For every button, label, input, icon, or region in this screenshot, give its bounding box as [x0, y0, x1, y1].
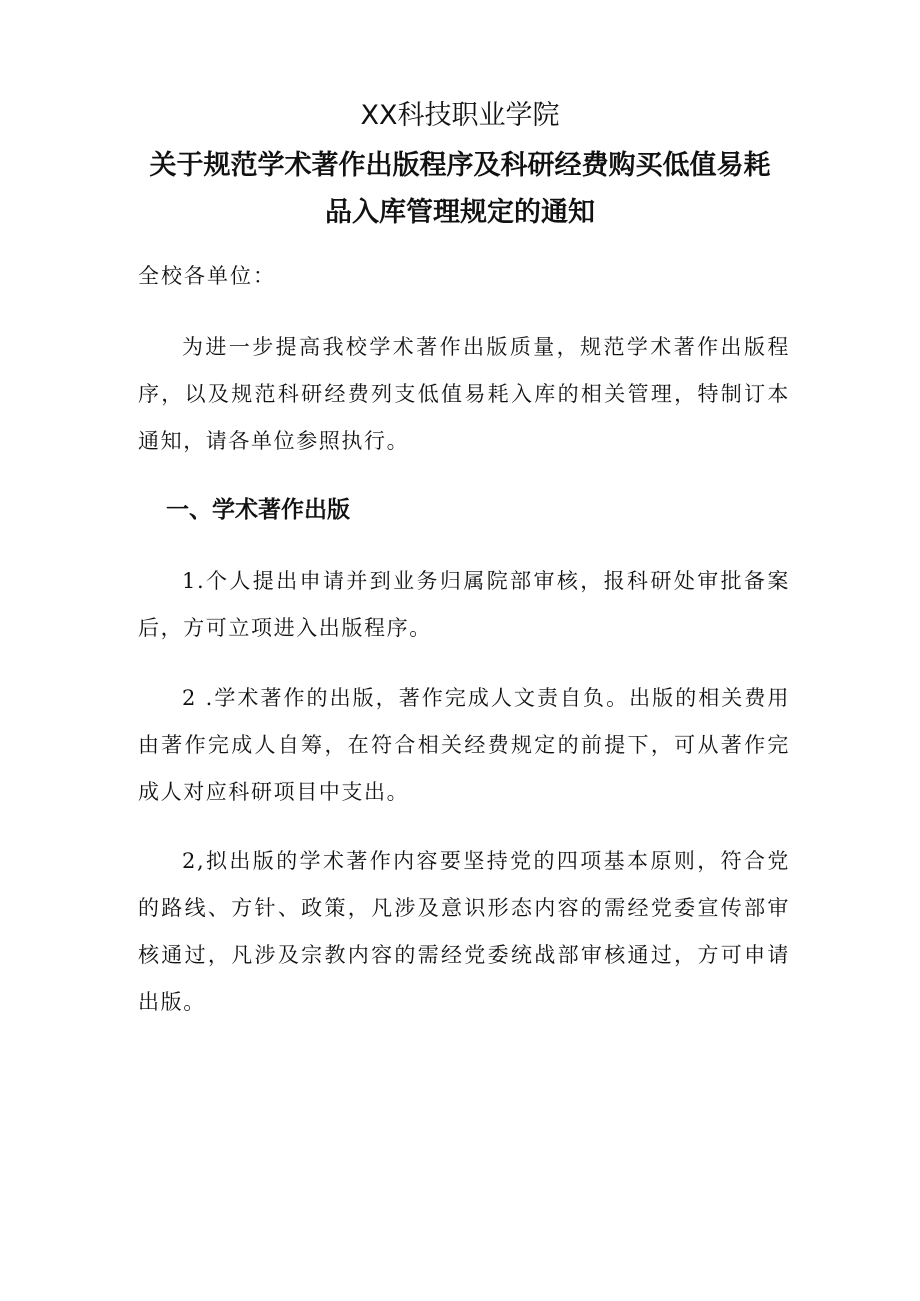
section-item-3: 2,拟出版的学术著作内容要坚持党的四项基本原则，符合党的路线、方针、政策，凡涉及意识形态内容的需经党委宣传部审核通过，凡涉及宗教内容的需经党委统战部审核通过，方可申请出版。 [138, 849, 790, 1014]
salutation: 全校各单位： [138, 264, 276, 288]
intro-paragraph: 为进一步提高我校学术著作出版质量，规范学术著作出版程序，以及规范科研经费列支低值易耗入库的相关管理，特制订本通知，请各单位参照执行。 [138, 335, 790, 453]
section-item-1: 1.个人提出申请并到业务归属院部审核，报科研处审批备案后，方可立项进入出版程序。 [138, 569, 790, 640]
notice-title-line-1: 关于规范学术著作出版程序及科研经费购买低值易耗 [149, 150, 771, 181]
section-heading: 一、学术著作出版 [166, 497, 350, 523]
institution-title: XX科技职业学院 [360, 100, 560, 131]
notice-title-line-2: 品入库管理规定的通知 [325, 197, 595, 228]
section-item-2: 2 .学术著作的出版，著作完成人文责自负。出版的相关费用由著作完成人自筹，在符合相关经费规定的前提下，可从著作完成人对应科研项目中支出。 [138, 686, 790, 804]
